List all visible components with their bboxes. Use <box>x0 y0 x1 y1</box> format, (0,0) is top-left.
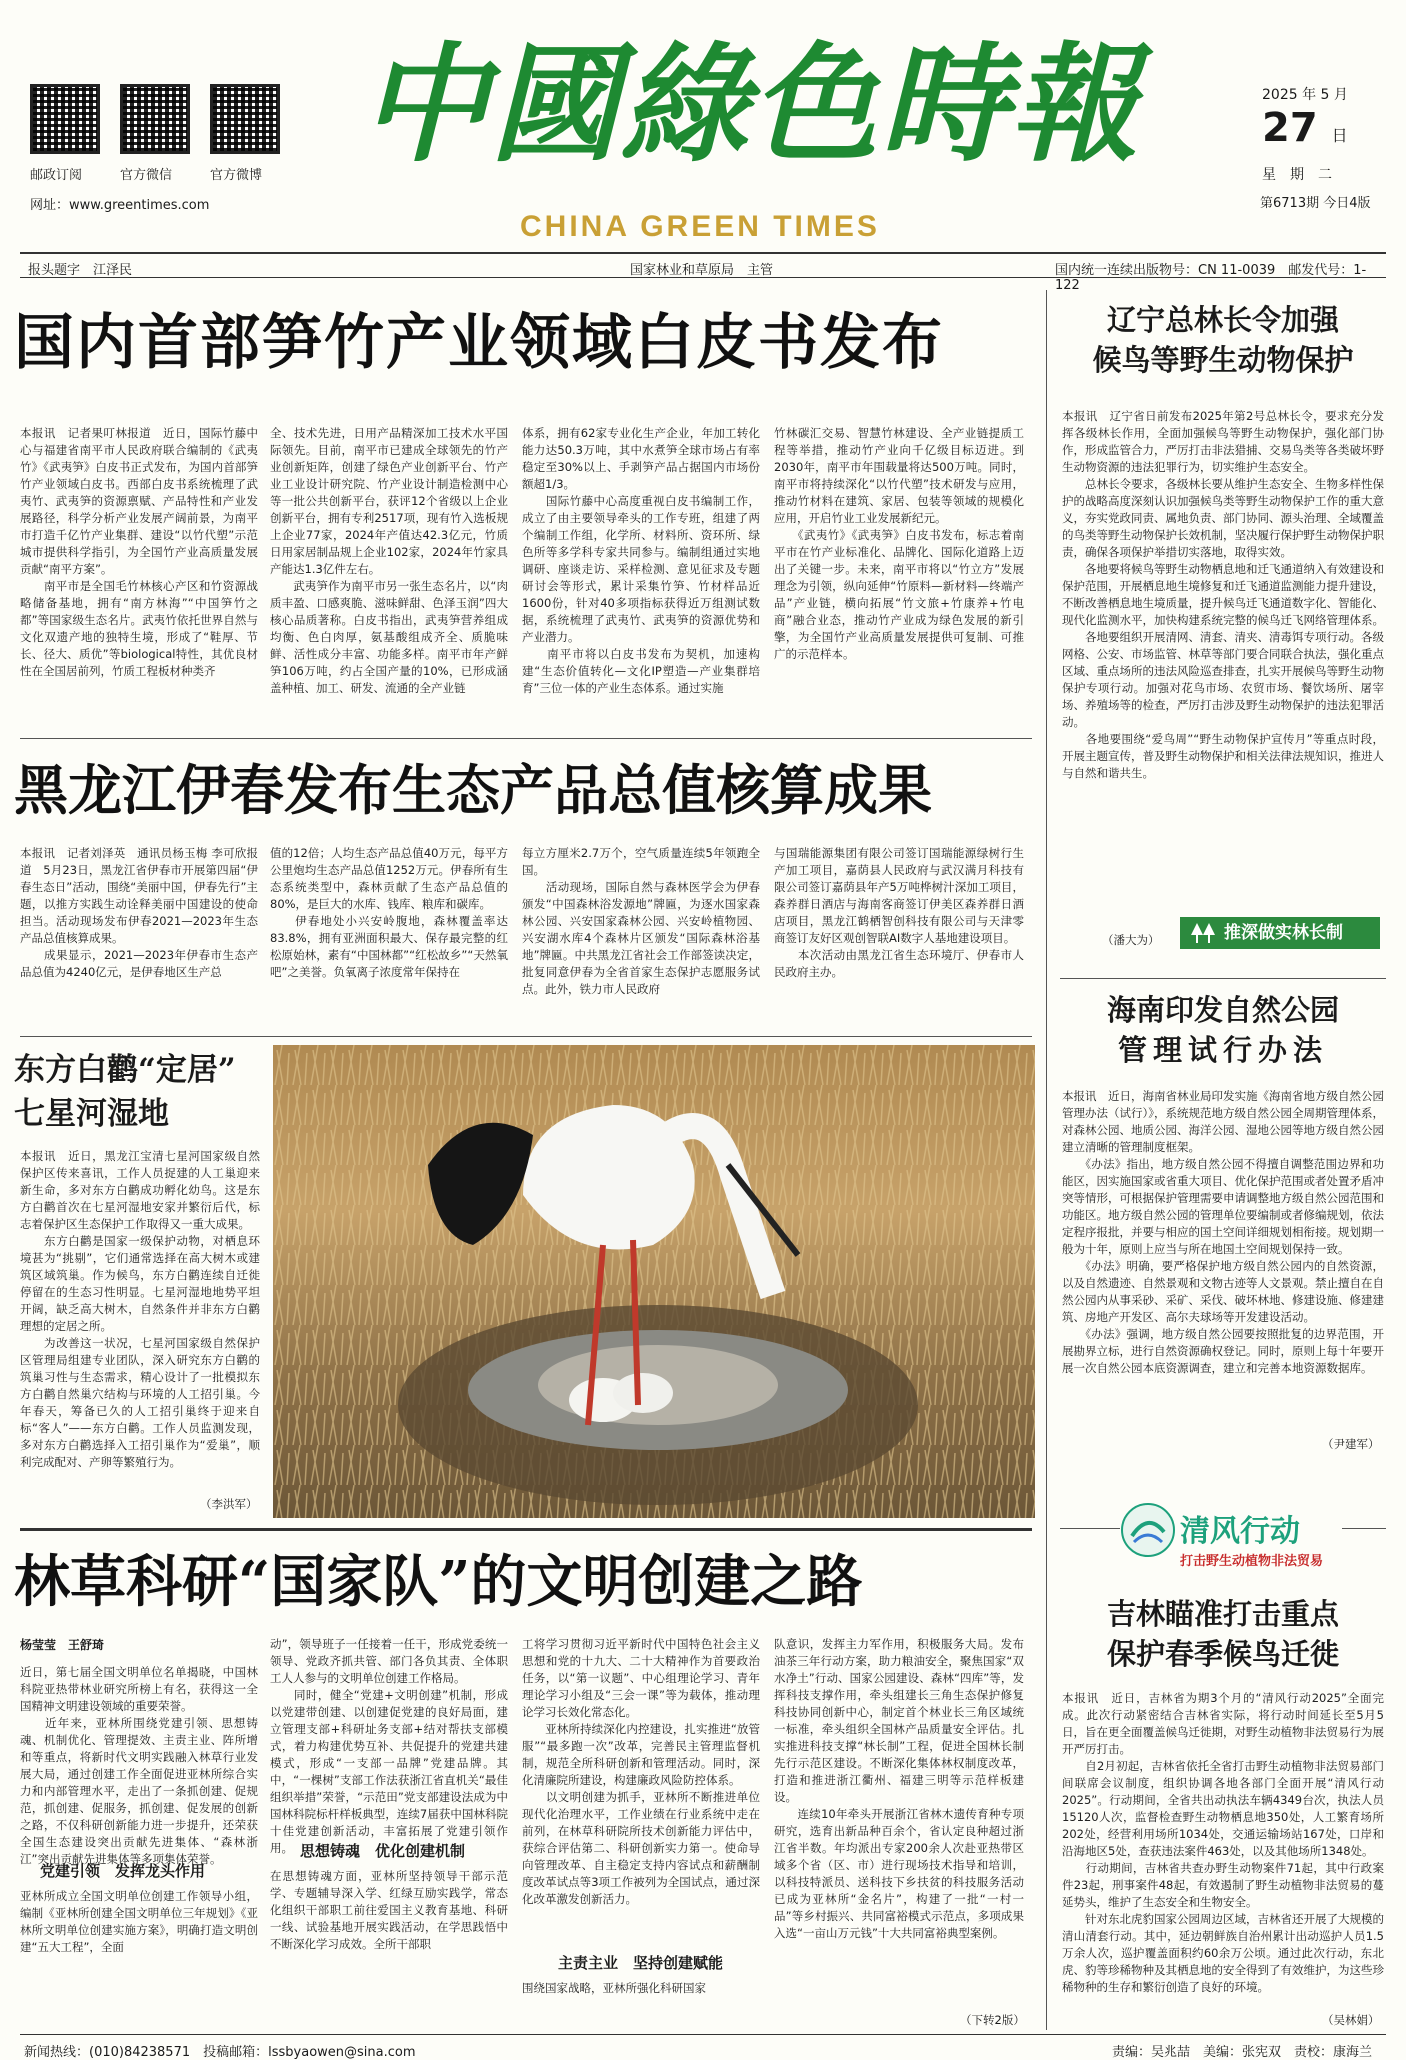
date-year-month: 2025 年 5 月 <box>1262 87 1348 103</box>
a4-col2: 动”，领导班子一任接着一任干，形成党委统一领导、党政齐抓共管、部门各负其责、全体职工人人参与的文明单位创建工作格局。 同时，健全“党建+文明创建”机制，形成以党建带创建、以创建促党建的良好局面，建立管理支部+科研址务支部+结对帮扶支部模式，着力构建优势互补、共促提升的党建共建模式，形成“一支部一品牌”党建品牌。其中，“一棵树”支部工作法获浙江省直机关“最佳组织举措”荣誉，“示范田”党支部建设法成为中国林科院标杆样板典型，连续7届获中国林科院十佳党建创新活动，丰富拓展了党建引领作用。 <box>270 1637 508 1855</box>
a2-col3: 每立方厘米2.7万个，空气质量连续5年领跑全国。 活动现场，国际自然与森林医学会为伊春颁发“中国森林浴发源地”牌匾，为逐水国家森林公园、兴安国家森林公园、兴安岭植物园、兴安湖水库4个森林片区颁发“国际森林浴基地”牌匾。中共黑龙江省社会工作部签读决定，批复同意伊春为全省首家生态保护志愿服务试点。此外，铁力市人民政府 <box>522 846 760 996</box>
a4-col3: 工将学习贯彻习近平新时代中国特色社会主义思想和党的十九大、二十大精神作为首要政治任务，以“第一议题”、中心组理论学习、青年理论学习小组及“三会一课”等为载体，推动理论学习长效化常态化。 亚林所持续深化内控建设，扎实推进“放管服”“最多跑一次”改革，完善民主管理监督机制，规范全所科研创新和管理活动。同时，深化清廉院所建设，构建廉政风险防控体系。 以文明创建为抓手，亚林所不断推进单位现代化治理水平，工作业绩在行业系统中走在前列，在林草科研院所技术创新能力评估中，获综合评估第二、科研创新实力第一。使命导向管理改革、自主稳定支持内容试点和薪酬制度改革试点等3项工作被列为全国试点，通过深化改革激发创新活力。 <box>522 1637 760 1906</box>
masthead-english: CHINA GREEN TIMES <box>520 210 880 243</box>
info-bar <box>20 252 1386 293</box>
date-box <box>1262 84 1373 211</box>
a4-col4: 队意识，发挥主力军作用，积极服务大局。发布油茶三年行动方案，助力粮油安全，聚焦国家“双水净土”行动、国家公园建设、森林“四库”等，发挥科技支撑作用，牵头组建长三角生态保护修复科技协同创新中心，制定首个林业长三角区域统一标准，牵头组织全国林产品质量安全评估。扎实推进科技支撑“林长制”工程，促进全国林长制先行示范区建设。不断深化集体林权制度改革，打造和推进浙江衢州、福建三明等示范样板建设。 连续10年牵头开展浙江省林木遗传育种专项研究，选育出新品种百余个，省认定良种超过浙江省半数。年均派出专家200余人次赴亚热带区域多个省（区、市）进行现场技术指导和培训，以科技特派员、送科技下乡扶贫的科技服务活动已成为亚林所“金名片”，构建了一批“一村一品”等乡村振兴、共同富裕模式示范点，多项成果入选“一亩山万元钱”十大共同富裕典型案例。 <box>774 1637 1024 1940</box>
qingfeng-banner-title: 清风行动 <box>1180 1514 1300 1549</box>
weekday: 星 期 二 <box>1262 167 1332 183</box>
a4-continued: （下转2版） <box>960 2013 1025 2027</box>
qr-code-wechat[interactable] <box>120 84 190 154</box>
badge-forest-chief <box>1180 917 1380 949</box>
qr-code-weibo[interactable] <box>210 84 280 154</box>
a4-author: 杨莹莹 王舒琦 <box>20 1638 105 1652</box>
s2-body: 本报讯 近日，海南省林业局印发实施《海南省地方级自然公园管理办法（试行）》，系统规范地方级自然公园全周期管理体系，对森林公园、地质公园、海洋公园、湿地公园等地方级自然公园建立清晰的管理制度框架。 《办法》指出，地方级自然公园不得擅自调整范围边界和功能区，因实施国家或省重大项目、优化保护范围或者处置矛盾冲突等情形，可根据保护管理需要申请调整地方级自然公园范围和功能区。地方级自然公园的管理单位要编制或者修编规划，依法定程序报批，并要与相应的国土空间详细规划相衔接。规划期一般为十年，原则上应当与所在地国土空间规划保持一致。 《办法》明确，要严格保护地方级自然公园内的自然资源，以及自然遗迹、自然景观和文物古迹等人文景观。禁止擅自在自然公园内从事采砂、采矿、采伐、破坏林地、修建设施、修建建筑、房地产开发区、高尔夫球场等开发建设活动。 《办法》强调，地方级自然公园要按照批复的边界范围，开展勘界立标，进行自然资源确权登记。同时，原则上每十年要开展一次自然公园本底资源调查，建立和完善本地资源数据库。 <box>1062 1089 1384 1375</box>
a3-body: 本报讯 近日，黑龙江宝清七星河国家级自然保护区传来喜讯，工作人员捉建的人工巢迎来新生命，多对东方白鹳成功孵化幼鸟。这是东方白鹳首次在七星河湿地安家并繁衍后代，标志着保护区生态保护工作取得又一重大成果。 东方白鹳是国家一级保护动物，对栖息环境甚为“挑剔”，它们通常选择在高大树木或建筑区域筑巢。作为候鸟，东方白鹳连续自迁徙停留在的生态习性明显。七星河湿地地势平坦开阔，缺乏高大树木，自然条件并非东方白鹳理想的定居之所。 为改善这一状况，七星河国家级自然保护区管理局组建专业团队，深入研究东方白鹳的筑巢习性与生态需求，精心设计了一批模拟东方白鹳自然巢穴结构与环境的人工招引巢。今年春天，筹备已久的人工招引巢终于迎来自标“客人”——东方白鹳。工作人员监测发现，多对东方白鹳选择入工招引巢作为“爱巢”，顺利完成配对、产卵等繁殖行为。 <box>20 1149 260 1469</box>
qr-label-subscribe: 邮政订阅 <box>30 168 83 183</box>
a1-col3: 体系，拥有62家专业化生产企业，年加工转化能力达50.3万吨，其中水煮笋全球市场占有率稳定至30%以上、手剥笋产品占据国内市场份额超1/3。 国际竹藤中心高度重视白皮书编制工作，成立了由主要领导牵头的工作专班，组建了两个编制工作组，化学所、材料所、资环所、绿色所等多学科专家共同参与。编制组通过实地调研、座谈走访、采样检测、意见征求及专题研讨会等形式，累计采集竹笋、竹材样品近1600份，针对40多项指标获得近万组测试数据，系统梳理了武夷竹、武夷笋的资源优势和产业潜力。 南平市将以白皮书发布为契机，加速构建“生态价值转化—文化IP塑造—产业集群培育”三位一体的产业生态体系。通过实施 <box>522 426 760 695</box>
photo-stork-nest[interactable] <box>273 1045 1035 1518</box>
footer-hotline: 新闻热线：(010)84238571 投稿邮箱：lssbyaowen@sina.com <box>24 2045 416 2060</box>
a4-subhead2: 思想铸魂 优化创建机制 <box>300 1842 466 1860</box>
a4-col2b: 在思想铸魂方面，亚林所坚持领导干部示范学、专题辅导深入学、红绿互励实践学，常态化组织干部职工前往爱国主义教育基地、科研一线、试验基地开展实践活动，在学思践悟中不断深化学习成效。全所干部职 <box>270 1869 508 1951</box>
a4-col1b: 亚林所成立全国文明单位创建工作领导小组，编制《亚林所创建全国文明单位三年规划》《亚林所文明单位创建实施方案》，明确打造文明创建“五大工程”，全面 <box>20 1889 258 1954</box>
s3-body: 本报讯 近日，吉林省为期3个月的“清风行动2025”全面完成。此次行动紧密结合吉林省实际，将行动时间延长至5月5日，旨在更全面覆盖候鸟迁徙期，对野生动植物非法贸易行为展开严厉打击。 自2月初起，吉林省依托全省打击野生动植物非法贸易部门间联席会议制度，组织协调各地各部门全面开展“清风行动2025”。行动期间，全省共出动执法车辆4349台次，执法人员15120人次，监督检查野生动物栖息地350处，人工繁育场所202处，经营利用场所1034处，交通运输场站167处，口岸和沿海地区5处，查获违法案件463处，以及其他场所1348处。 行动期间，吉林省共查办野生动物案件71起，其中行政案件23起，刑事案件48起，有效遏制了野生动植物非法贸易的蔓延势头，维护了生态安全和生物安全。 针对东北虎豹国家公园周边区域，吉林省还开展了大规模的清山清套行动。其中，延边朝鲜族自治州累计出动巡护人员1.5万余人次，巡护覆盖面积约60余万公顷。通过此次行动，东北虎、豹等珍稀物种及其栖息地的安全得到了有效维护，为这些珍稀物种的生存和繁衍创造了良好的环境。 <box>1062 1691 1384 1994</box>
s3-byline: （吴林娟） <box>1322 2013 1380 2027</box>
badge-label: 推深做实林长制 <box>1224 923 1343 943</box>
s2-byline: （尹建军） <box>1322 1437 1380 1451</box>
footer <box>20 2034 1386 2060</box>
a4-subhead3: 主责主业 坚持创建赋能 <box>558 1954 724 1972</box>
headline-hainan-line1[interactable]: 海南印发自然公园 <box>1106 993 1339 1027</box>
footer-editors: 责编：吴兆喆 美编：张宪双 责校：康海兰 <box>1112 2045 1373 2060</box>
divider <box>20 1036 1032 1037</box>
headline-liaoning-line2[interactable]: 候鸟等野生动物保护 <box>1092 343 1354 377</box>
stork-illustration <box>273 1045 1035 1518</box>
masthead-logo: 中國綠色時報 <box>360 30 1141 180</box>
a1-col1: 本报讯 记者果叮林报道 近日，国际竹藤中心与福建省南平市人民政府联合编制的《武夷竹》《武夷笋》白皮书正式发布，为国内首部笋竹产业领域白皮书。西部白皮书系统梳理了武夷竹、武夷笋的资源禀赋、产品特性和产业发展路径，科学分析产业发展产阔前景，为南平市打造千亿竹产业集群、建设“以竹代塑”示范城市提供科学指引，为全国竹产业高质量发展贡献“南平方案”。 南平市是全国毛竹林核心产区和竹资源战略储备基地，拥有“南方林海”“中国笋竹之都”等国家级生态名片。武夷竹依托世界自然与文化双遗产地的独特生境，形成了“鞋厚、节长、径大、质优”等biological特性，其优良材性在全国居前列，竹质工程板材种类齐 <box>20 426 258 678</box>
publisher: 国家林业和草原局 主管 <box>630 263 774 278</box>
divider <box>20 738 1032 739</box>
a1-col2: 全、技术先进，日用产品精深加工技术水平国际领先。目前，南平市已建成全球领先的竹产业创新矩阵，创建了绿色产业创新平台、竹产业工业设计研究院、竹产业设计制造检测中心等一批公共创新平台，获评12个省级以上企业创新平台，拥有专利2517项，现有竹入选板规上企业77家，2024年产值达42.3亿元，竹质日用家居制品规上企业102家，2024年竹家具产能达1.3亿件左右。 武夷笋作为南平市另一张生态名片，以“肉质丰盈、口感爽脆、滋味鲜甜、色泽玉润”四大核心品质著称。白皮书指出，武夷笋营养组成均衡、色白肉厚，氨基酸组成齐全、质脆味鲜、活性成分丰富、功能多样。南平市年产鲜笋106万吨，约占全国产量的10%，已形成涵盖种植、加工、研发、流通的全产业链 <box>270 426 508 695</box>
qr-code-subscribe[interactable] <box>30 84 100 154</box>
qingfeng-banner-subtitle: 打击野生动植物非法贸易 <box>1180 1554 1324 1569</box>
a2-col2: 值的12倍；人均生态产品总值40万元，每平方公里炮均生态产品总值1252万元。伊春所有生态系统类型中，森林贡献了生态产品总值的80%，是巨大的水库、钱库、粮库和碳库。 伊春地处小兴安岭腹地，森林覆盖率达83.8%，拥有亚洲面积最大、保存最完整的红松原始林，素有“中国林都”“红松故乡”“天然氧吧”之美誉。负氧离子浓度常年保持在 <box>270 846 508 979</box>
headline-jilin-line1[interactable]: 吉林瞄准打击重点 <box>1106 1597 1339 1631</box>
divider <box>1060 978 1386 979</box>
s1-byline: （潘大为） <box>1102 933 1160 947</box>
headline-hainan-line2[interactable]: 管理试行办法 <box>1117 1033 1328 1067</box>
headline-forestry-research[interactable]: 林草科研“国家队”的文明创建之路 <box>14 1549 863 1615</box>
headline-yichun-gep[interactable]: 黑龙江伊春发布生态产品总值核算成果 <box>14 758 932 822</box>
a3-byline: （李洪军） <box>200 1497 258 1511</box>
tree-icon <box>1190 921 1216 945</box>
website-url[interactable]: 网址：www.greentimes.com <box>30 198 210 213</box>
a4-col3b: 围绕国家战略，亚林所强化科研国家 <box>522 1981 706 1995</box>
a2-col4: 与国瑞能源集团有限公司签订国瑞能源绿树行生产加工项目，嘉荫县人民政府与武汉满月科技有限公司签订嘉荫县年产5万吨桦树汁深加工项目，森养群日酒店与海南客商签订伊美区森养群日酒店项目，黑龙江鹤栖智创科技有限公司与天津零商签订友好区观创智联AI数字人基地建设项目。 本次活动由黑龙江省生态环境厅、伊春市人民政府主办。 <box>774 846 1024 979</box>
headline-liaoning-line1[interactable]: 辽宁总林长令加强 <box>1106 303 1339 337</box>
qingfeng-logo-icon <box>1120 1502 1176 1558</box>
headline-bamboo-whitepaper[interactable]: 国内首部笋竹产业领域白皮书发布 <box>14 308 944 378</box>
column-divider <box>1046 290 1047 2030</box>
calligraphy-credit: 报头题字 江泽民 <box>28 263 133 278</box>
divider <box>1060 1528 1120 1529</box>
headline-stork-line1[interactable]: 东方白鹳“定居” <box>14 1052 236 1088</box>
headline-jilin-line2[interactable]: 保护春季候鸟迁徙 <box>1106 1637 1339 1671</box>
a4-col1: 近日，第七届全国文明单位名单揭晓，中国林科院亚热带林业研究所榜上有名，获得这一全国精神文明建设领域的重要荣誉。 近年来，亚林所围绕党建引领、思想铸魂、机制优化、管理提效、主责主业、阵所增和等重点，将新时代文明实践融入林草行业发展大局，通过创建工作全面促进亚林所综合实力和内部管理水平，走出了一条抓创建、促规范，抓创建、促服务，抓创建、促发展的创新之路，不仅科研创新能力进一步提升，还荣获全国生态建设突出贡献先进集体、“森林浙江”突出贡献先进集体等多项集体荣誉。 <box>20 1665 258 1866</box>
a1-col4: 竹林碳汇交易、智慧竹林建设、全产业链提质工程等举措，推动竹产业向千亿级目标迈进。到2030年，南平市年围载量将达500万吨。同时，南平市将持续深化“以竹代塑”技术研发与应用，推动竹材料在建筑、家居、包装等领域的规模化应用，开启竹业工业发展新纪元。 《武夷竹》《武夷笋》白皮书发布，标志着南平市在竹产业标准化、品牌化、国际化道路上迈出了关键一步。未来，南平市将以“竹立方”发展理念为引领，纵向延伸“竹原料—新材料—终端产品”产业链，横向拓展“竹文旅+竹康养+竹电商”融合业态，推动竹产业成为绿色发展的新引擎，为全国竹产业高质量发展提供可复制、可推广的示范样本。 <box>774 426 1024 661</box>
date-day: 27 日 <box>1262 105 1348 151</box>
divider <box>1342 1528 1386 1529</box>
divider-thick <box>20 1528 1032 1531</box>
headline-stork-line2[interactable]: 七星河湿地 <box>14 1096 169 1132</box>
s1-body: 本报讯 辽宁省日前发布2025年第2号总林长令，要求充分发挥各级林长作用，全面加强候鸟等野生动物保护，强化部门协作，形成监管合力，严厉打击非法猎捕、交易鸟类等各类破坏野生动物资源的违法犯罪行为，切实维护生态安全。 总林长令要求，各级林长要从维护生态安全、生物多样性保护的战略高度深刻认识加强候鸟类等野生动物保护工作的重大意义，夯实党政同责、属地负责、部门协同、源头治理、全域覆盖的鸟类等野生动物保护长效机制，坚决履行保护野生动物保护职责，确保各项保护举措切实落地，取得实效。 各地要将候鸟等野生动物栖息地和迁飞通道纳入有效建设和保护范围，开展栖息地生境修复和迁飞通道监测能力提升建设，不断改善栖息地生境质量，提升候鸟迁飞通道数字化、智能化、现代化监测水平，加快构建系统完整的候鸟迁飞网络管理体系。 各地要组织开展清网、清套、清夹、清毒饵专项行动。各级网格、公安、市场监管、林草等部门要合同联合执法，强化重点区域、重点场所的违法风险巡查排查，扎实开展候鸟等野生动物保护专项行动。加强对花鸟市场、农贸市场、餐饮场所、屠宰场、养殖场等的检查，严厉打击涉及野生动物保护的违法犯罪活动。 各地要围绕“爱鸟周”“野生动物保护宣传月”等重点时段，开展主题宣传，普及野生动物保护和相关法律法规知识，推进人与自然和谐共生。 <box>1062 409 1384 780</box>
a2-col1: 本报讯 记者刘泽英 通讯员杨玉梅 李可欣报道 5月23日，黑龙江省伊春市开展第四届“伊春生态日”活动，围绕“美丽中国，伊春先行”主题，以推方实践生动诠释美丽中国建设的使命担当。活动现场发布伊春2021—2023年生态产品总值核算成果。 成果显示，2021—2023年伊春市生态产品总值为4240亿元，是伊春地区生产总 <box>20 846 258 979</box>
issue-number: 第6713期 今日4版 <box>1260 196 1371 211</box>
publication-number: 国内统一连续出版物号：CN 11-0039 邮发代号：1-122 <box>1055 263 1367 293</box>
qr-label-wechat: 官方微信 <box>120 168 173 183</box>
qr-label-weibo: 官方微博 <box>210 168 263 183</box>
a4-subhead1: 党建引领 发挥龙头作用 <box>40 1862 206 1880</box>
